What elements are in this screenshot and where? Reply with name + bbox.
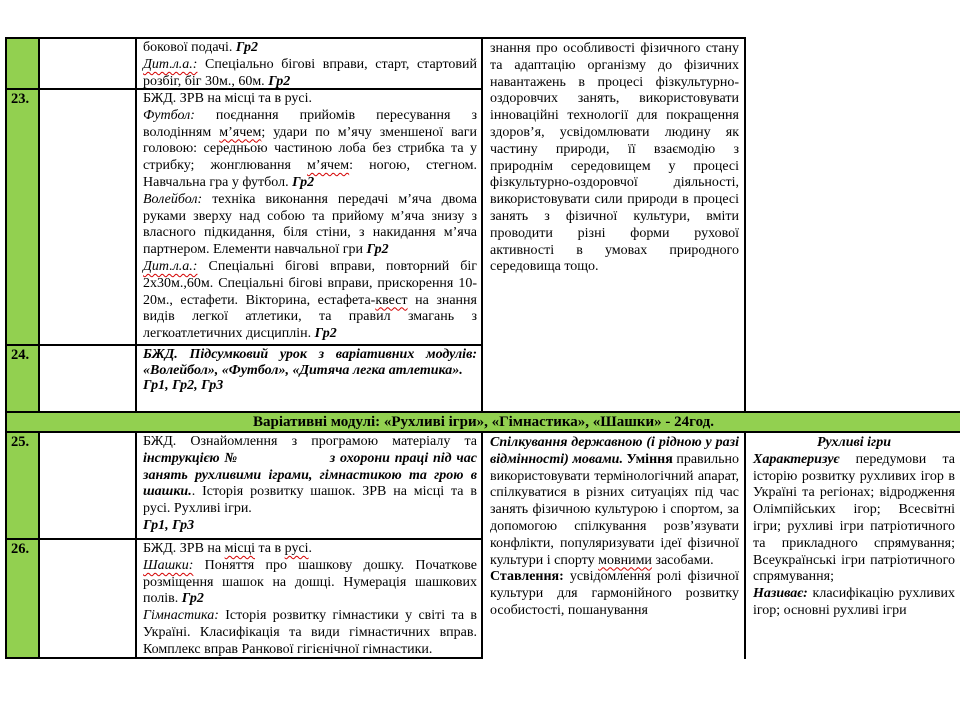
lesson-content-cell: БЖД. Ознайомлення з програмою матеріалу та інструкцією № з охорони праці під час занять рухливими іграми, гімнастикою та грою в шашки.. Історія розвитку шашок. ЗРВ на місці та в русі. Рухливі ігри. Гр1, Гр3 xyxy=(135,433,481,540)
lesson-number-cell: 24. xyxy=(5,346,38,411)
table-section-bottom xyxy=(5,433,960,659)
lesson-number-cell: 26. xyxy=(5,540,38,659)
empty-cell xyxy=(38,346,135,411)
module-banner-row: Варіативні модулі: «Рухливі ігри», «Гімнастика», «Шашки» - 24год. xyxy=(5,411,960,433)
empty-cell xyxy=(38,37,135,90)
knowledge-requirements-cell: знання про особливості фізичного стану та адаптацію організму до фізичних навантажень в процесі фізкультурно-оздоровчих занять, використовувати інноваційні технології для покращення здоров’я, усвідомлювати людину як частину природи, її взаємодію з природнім середовищем у процесі фізкультурно-оздоровчої діяльності, використовувати сили природи в процесі занять з фізичної культури, вміти проводити різні форми рухової активності в умовах природного середовища тощо. xyxy=(481,37,746,411)
lesson-number-cell xyxy=(5,37,38,90)
communication-competence-cell: Спілкування державною (і рідною у разі відмінності) мовами. Уміння правильно використовувати термінологічний апарат, спілкуватися в різних ситуаціях під час занять фізичною культурою і спортом, за допомогою спілкування розв’язувати конфлікти, популяризувати ідеї фізичної культури і спорту мовними засобами. Ставлення: усвідомлення ролі фізичної культури для гармонійного розвитку особистості, пошанування xyxy=(481,433,746,659)
empty-cell xyxy=(38,540,135,659)
lesson-content-cell: БЖД. ЗРВ на місці та в русі. Шашки: Поняття про шашкову дошку. Початкове розміщення шашок на дошці. Нумерація шашкових полів. Гр2 Гімнастика: Історія розвитку гімнастики у світі та в Україні. Класифікація та види гімнастичних вправ. Комплекс вправ Ранкової гігієнічної гімнастики. xyxy=(135,540,481,659)
table-section-top xyxy=(5,37,960,411)
empty-cell xyxy=(38,433,135,540)
lesson-content-cell: БЖД. Підсумковий урок з варіативних модулів: «Волейбол», «Футбол», «Дитяча легка атлетика». Гр1, Гр2, Гр3 xyxy=(135,346,481,411)
lesson-content-cell: бокової подачі. Гр2 Дит.л.а.: Спеціально бігові вправи, старт, стартовий розбіг, біг 30м., 60м. Гр2 xyxy=(135,37,481,90)
lesson-number-cell: 25. xyxy=(5,433,38,540)
borderless-empty-cell xyxy=(746,37,960,411)
learning-outcomes-cell: Рухливі ігри Характеризує передумови та історію розвитку рухливих ігор в Україні та регіонах; відродження Олімпійських ігор; Всесвітні ігри; рухливі ігри патріотичного та прикладного спрямування; Всеукраїнські ігри патріотичного спрямування; Називає: класифікацію рухливих ігор; основні рухливі ігри xyxy=(753,435,955,618)
curriculum-table xyxy=(5,37,960,659)
empty-cell xyxy=(38,90,135,346)
lesson-content-cell: БЖД. ЗРВ на місці та в русі. Футбол: поєднання прийомів пересування з володінням м’ячем; удари по м’ячу зменшеної ваги головою: середньою частиною лоба без стрибка та у стрибку; жонглювання м’ячем: ногою, стегном. Навчальна гра у футбол. Гр2 Волейбол: техніка виконання передачі м’яча двома руками зверху над собою та прийому м’яча знизу з власного підкидання, біля стіни, з накидання м’яча партнером. Елементи навчальної гри Гр2 Дит.л.а.: Спеціальні бігові вправи, повторний біг 2х30м.,60м. Спеціальні бігові вправи, прискорення 10-20м., естафети. Вікторина, естафета-квест на знання видів легкої атлетики, та правил змагань з легкоатлетичних дисциплін. Гр2 xyxy=(135,90,481,346)
lesson-number-cell: 23. xyxy=(5,90,38,346)
